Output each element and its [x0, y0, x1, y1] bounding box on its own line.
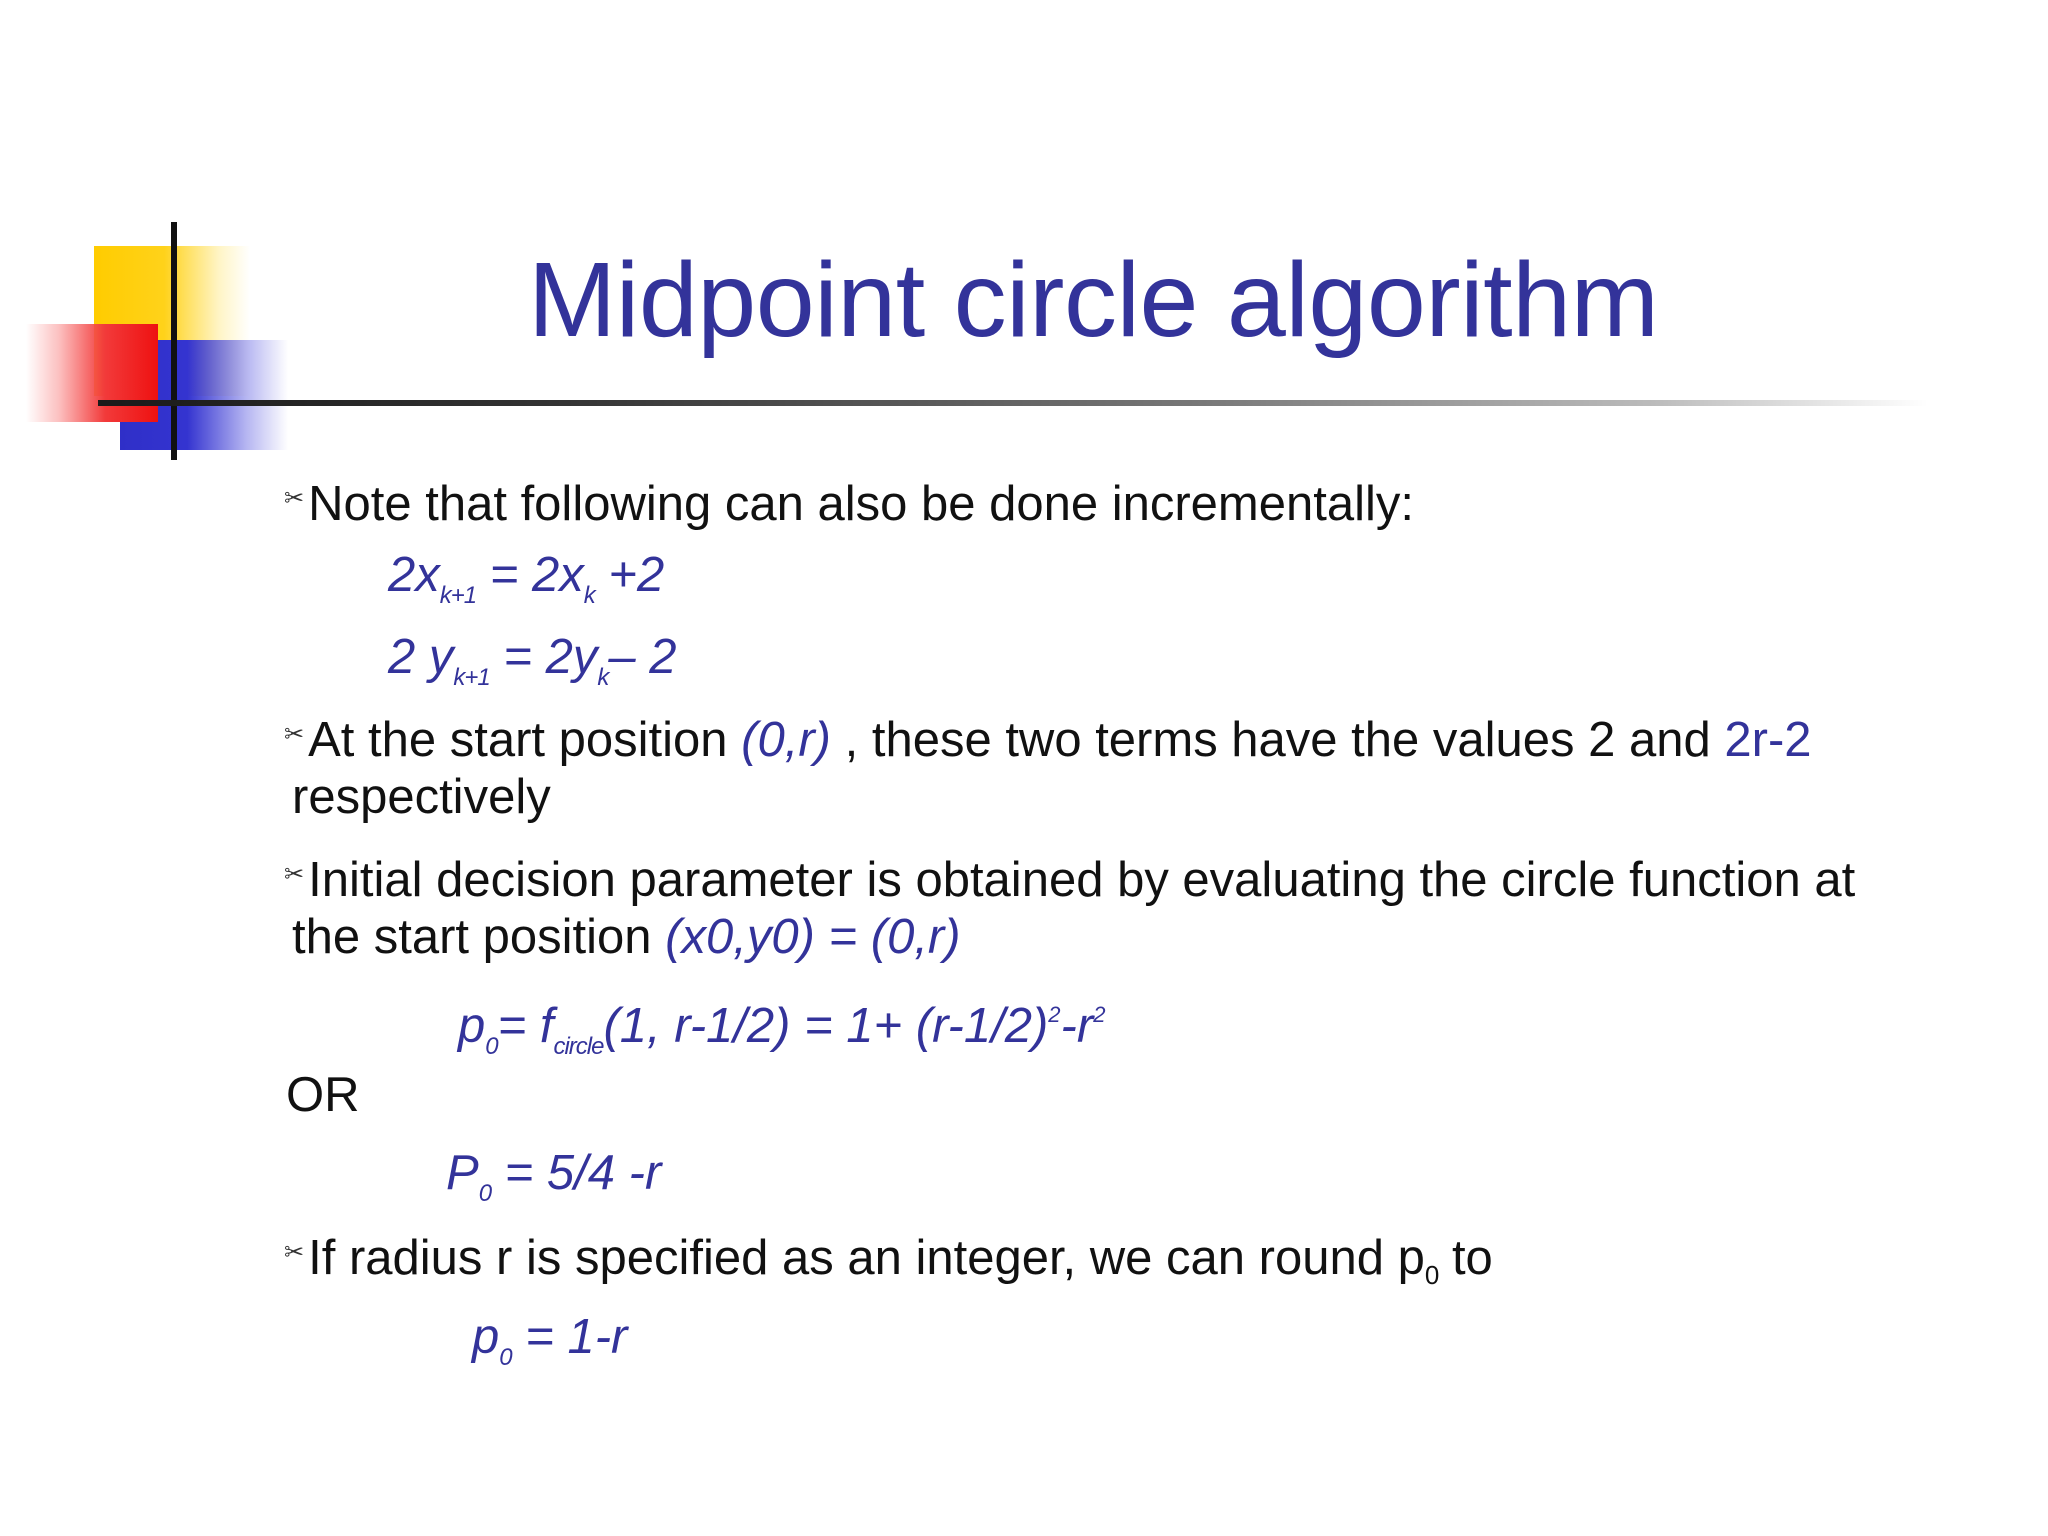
- eq5-p: p: [472, 1310, 500, 1364]
- eq4-p: P: [446, 1146, 479, 1200]
- eq2-lhs: 2 y: [388, 630, 454, 684]
- scissors-bullet-icon: ✂: [284, 721, 305, 748]
- eq3-f: = f: [497, 999, 554, 1053]
- equation-x-increment: [388, 544, 664, 627]
- bullet-3-line-1: Initial decision parameter is obtained by evaluating the circle function at: [308, 853, 1856, 907]
- equation-y-decrement: [388, 626, 676, 709]
- eq1-rhs: +2: [594, 548, 665, 602]
- eq1-lhs-sub: k+1: [439, 582, 477, 609]
- eq2-rhs: – 2: [608, 630, 677, 684]
- bullet-2-text-b: , these two terms have the values 2 and: [831, 713, 1725, 767]
- eq2-lhs-sub: k+1: [453, 664, 490, 691]
- eq3-args: (1, r-1/2) = 1+ (r-1/2): [603, 999, 1049, 1053]
- bullet-2-math-a: (0,r): [741, 713, 831, 767]
- bullet-4: [284, 1222, 1493, 1306]
- slide-title: Midpoint circle algorithm: [528, 241, 1659, 359]
- eq1-mid: = 2x: [476, 548, 584, 602]
- equation-p0-fraction: [446, 1142, 661, 1225]
- eq4-rhs: = 5/4 -r: [491, 1146, 662, 1200]
- eq3-p-sub: 0: [485, 1033, 498, 1060]
- eq3-minus-r: -r: [1060, 999, 1094, 1053]
- bullet-2: [284, 704, 1812, 771]
- decor-vertical-line: [171, 222, 177, 460]
- bullet-2-text-a: At the start position: [308, 713, 742, 767]
- bullet-2-math-b: 2r-2: [1724, 713, 1812, 767]
- scissors-bullet-icon: ✂: [284, 861, 305, 888]
- or-label: OR: [286, 1068, 360, 1122]
- eq5-rhs: = 1-r: [511, 1310, 628, 1364]
- bullet-3: [284, 844, 1855, 911]
- bullet-4-sub: 0: [1424, 1260, 1439, 1290]
- scissors-bullet-icon: ✂: [284, 485, 305, 512]
- eq2-mid-sub: k: [597, 664, 609, 691]
- eq3-sup-2: 2: [1093, 1002, 1106, 1027]
- eq3-sup-1: 2: [1048, 1002, 1061, 1027]
- eq2-mid: = 2y: [489, 630, 598, 684]
- bullet-4-text: If radius r is specified as an integer, we can round p: [308, 1231, 1425, 1285]
- eq4-p-sub: 0: [478, 1180, 492, 1207]
- eq1-mid-sub: k: [583, 582, 595, 609]
- equation-p0-integer: [472, 1306, 627, 1389]
- scissors-bullet-icon: ✂: [284, 1239, 305, 1266]
- eq1-lhs: 2x: [388, 548, 440, 602]
- eq3-f-sub: circle: [553, 1033, 604, 1060]
- bullet-3-line-2-math: (x0,y0) = (0,r): [665, 910, 961, 964]
- decor-red-square: [26, 324, 158, 422]
- eq3-p: p: [458, 999, 486, 1053]
- equation-initial-decision: [458, 984, 1105, 1078]
- bullet-3-line-2: [292, 906, 961, 968]
- bullet-1-text: Note that following can also be done incrementally:: [308, 477, 1414, 531]
- bullet-2-line-2: respectively: [292, 770, 551, 824]
- bullet-3-line-2-text: the start position: [292, 910, 666, 964]
- bullet-4-tail: to: [1438, 1231, 1493, 1285]
- eq5-p-sub: 0: [499, 1344, 512, 1371]
- bullet-1: [284, 468, 1414, 535]
- title-underline: [98, 400, 1928, 406]
